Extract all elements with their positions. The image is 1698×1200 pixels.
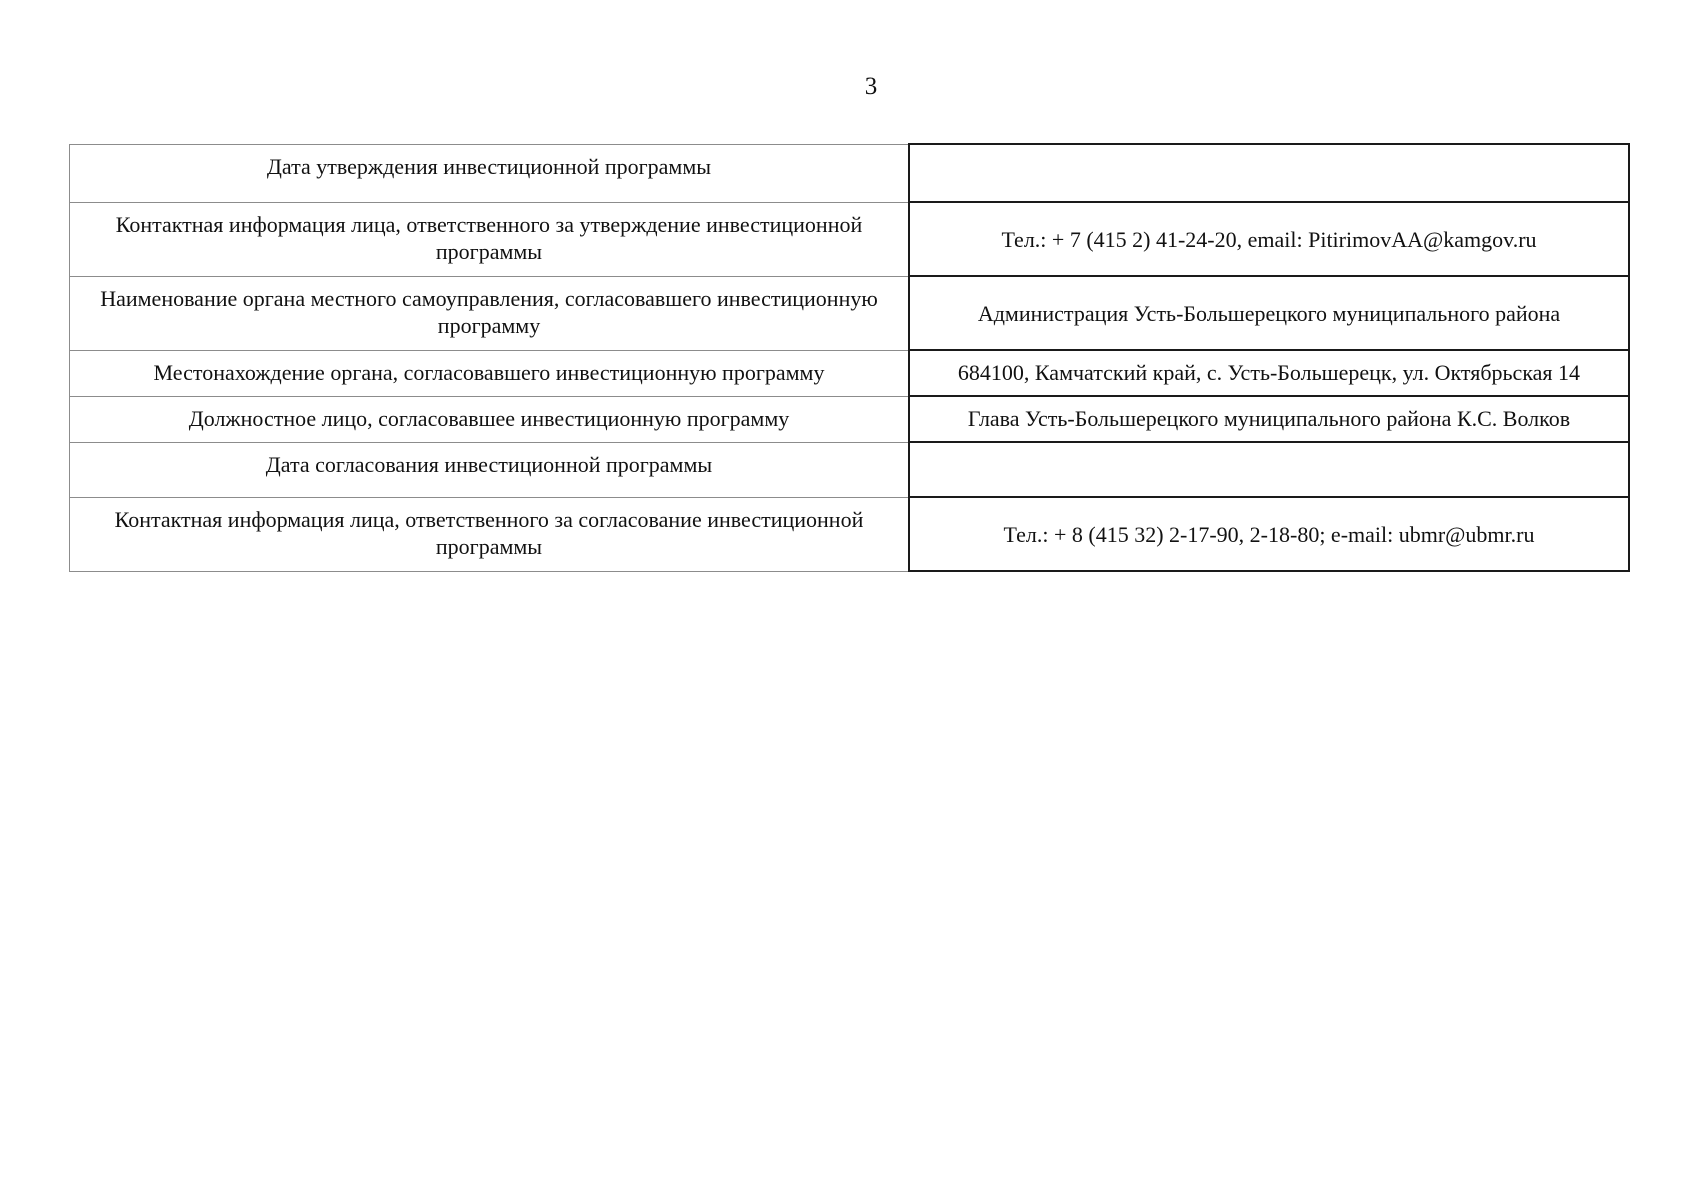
table-row: [70, 202, 1630, 276]
row-value: [909, 442, 1629, 497]
row-value: [909, 144, 1629, 202]
table-row: [70, 442, 1630, 497]
table-row: [70, 144, 1630, 202]
table-row: [70, 350, 1630, 396]
table-row: [70, 396, 1630, 442]
page-number: 3: [864, 73, 878, 100]
table-row: [70, 276, 1630, 350]
row-label: Дата согласования инвестиционной программы: [70, 442, 910, 497]
row-label: Дата утверждения инвестиционной программы: [70, 144, 910, 202]
row-label: Должностное лицо, согласовавшее инвестиционную программу: [70, 396, 910, 442]
row-value: Тел.: + 7 (415 2) 41-24-20, email: PitirimovAA@kamgov.ru: [909, 202, 1629, 276]
row-label: Наименование органа местного самоуправления, согласовавшего инвестиционную программу: [70, 276, 910, 350]
table-row: [70, 497, 1630, 571]
row-value: Администрация Усть-Большерецкого муниципального района: [909, 276, 1629, 350]
row-label: Местонахождение органа, согласовавшего инвестиционную программу: [70, 350, 910, 396]
row-value: Тел.: + 8 (415 32) 2-17-90, 2-18-80; e-mail: ubmr@ubmr.ru: [909, 497, 1629, 571]
investment-program-info-table: [69, 143, 1630, 572]
row-label: Контактная информация лица, ответственного за утверждение инвестиционной программы: [70, 202, 910, 276]
row-value: Глава Усть-Большерецкого муниципального района К.С. Волков: [909, 396, 1629, 442]
row-label: Контактная информация лица, ответственного за согласование инвестиционной программы: [70, 497, 910, 571]
row-value: 684100, Камчатский край, с. Усть-Большерецк, ул. Октябрьская 14: [909, 350, 1629, 396]
